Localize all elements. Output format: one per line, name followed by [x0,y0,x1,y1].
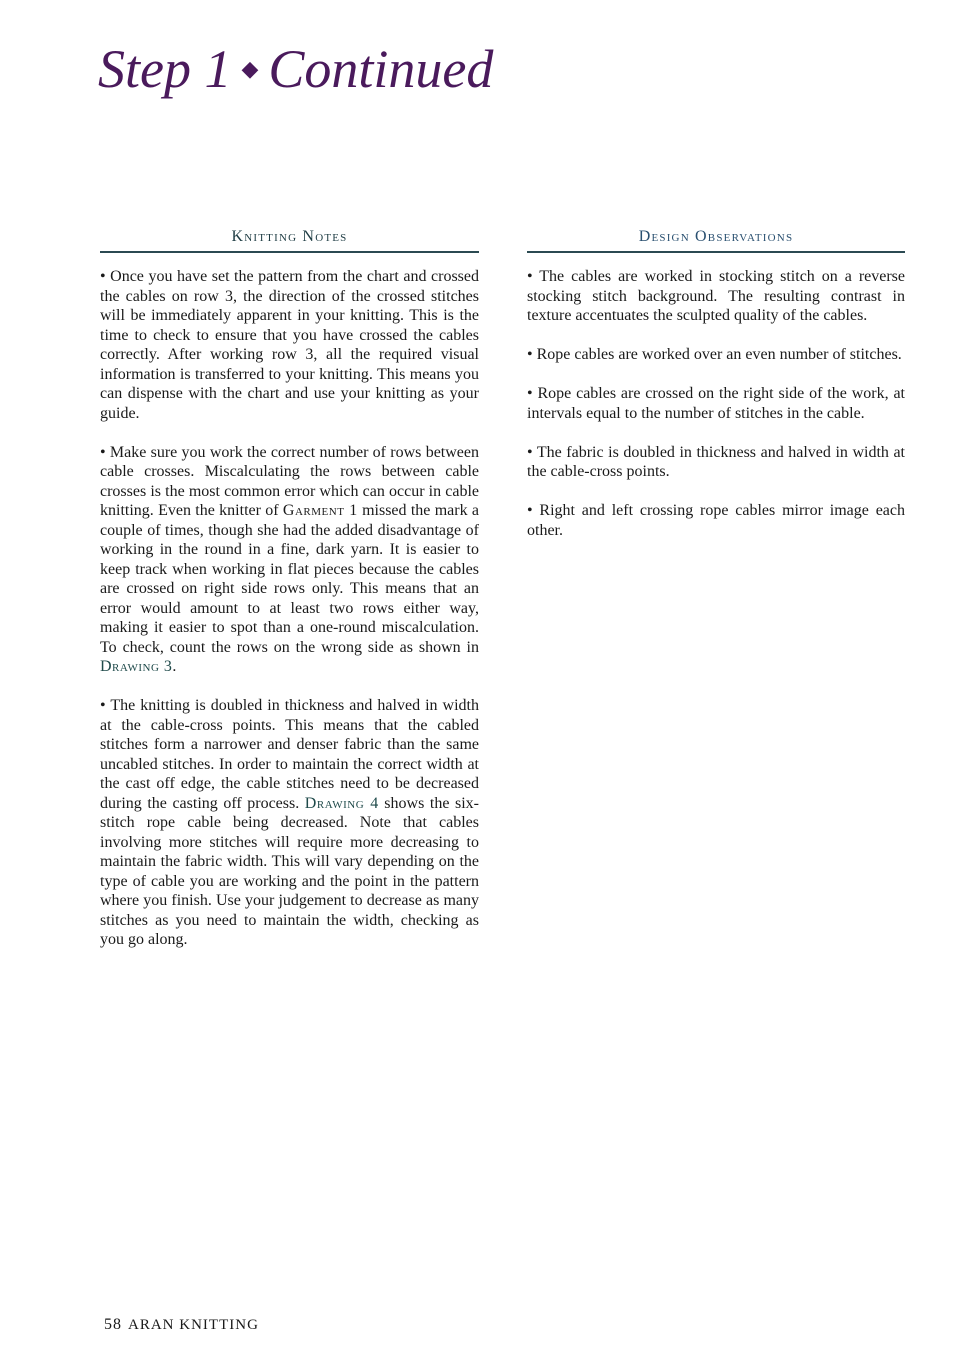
knitting-notes-column [100,228,479,969]
note-2-text-a: • Make sure you work the correct number of rows between cable crosses. Miscalculating the rows between cable crosses is the most common error which can occur in cable knitting. Even the knitter of [100,443,479,519]
page-number: 58 [104,1316,122,1333]
page-heading [98,38,493,100]
heading-step: Step 1 [98,39,232,99]
note-2-text-b: missed the mark a couple of times, though she had the added disadvantage of working in the round in a fine, dark yarn. It is easier to keep track when working in flat pieces because the cables are crossed on right side rows only. This means that an error would amount to at least two rows either way, making it easier to spot than a one-round miscalculation. To check, count the rows on the wrong side as shown in [100,502,480,656]
knitting-notes-title: Knitting Notes [100,228,479,253]
drawing-3-reference: Drawing 3 [100,658,173,675]
observation-3: • Rope cables are crossed on the right side of the work, at intervals equal to the number of stitches in the cable. [527,385,905,422]
garment-reference: Garment 1 [282,502,358,519]
design-observations-title: Design Observations [527,228,905,253]
observation-2: • Rope cables are worked over an even number of stitches. [527,346,902,363]
knitting-note-2 [100,443,479,677]
note-3-text-a: • The knitting is doubled in thickness and halved in width at the cable-cross points. This means that the cabled stitches form a narrower and denser fabric than the same uncabled stitches. In order to maintain the correct width at the cast off edge, the cable stitches need to be decreased during the casting off process. [100,697,479,812]
book-title: ARAN KNITTING [128,1317,259,1333]
design-observations-column [527,228,905,560]
page-footer [104,1316,259,1334]
drawing-4-reference: Drawing 4 [304,794,379,812]
knitting-note-1: • Once you have set the pattern from the chart and crossed the cables on row 3, the direction of the crossed stitches will be immediately apparent in your knitting. This is the time to check to ensure that you have crossed the cables correctly. After working row 3, all the required visual information is transferred to your knitting. This means you can dispense with the chart and use your knitting as your guide. [100,268,479,422]
note-3-text-b: shows the six-stitch rope cable being decreased. Note that cables involving more stitches will require more decreasing to maintain the fabric width. This will vary depending on the type of cable you are working and the point in the pattern where you finish. Use your judgement to decrease as many stitches as you need to maintain the width, checking as you go along. [100,794,479,948]
observation-5: • Right and left crossing rope cables mirror image each other. [527,502,905,539]
observation-4: • The fabric is doubled in thickness and halved in width at the cable-cross points. [527,443,905,480]
observation-1: • The cables are worked in stocking stitch on a reverse stocking stitch background. The resulting contrast in texture accentuates the sculpted quality of the cables. [527,268,905,324]
heading-continued: Continued [268,39,494,99]
diamond-icon: ◆ [241,55,259,81]
note-2-text-c: . [172,658,177,675]
knitting-note-3 [100,696,479,950]
